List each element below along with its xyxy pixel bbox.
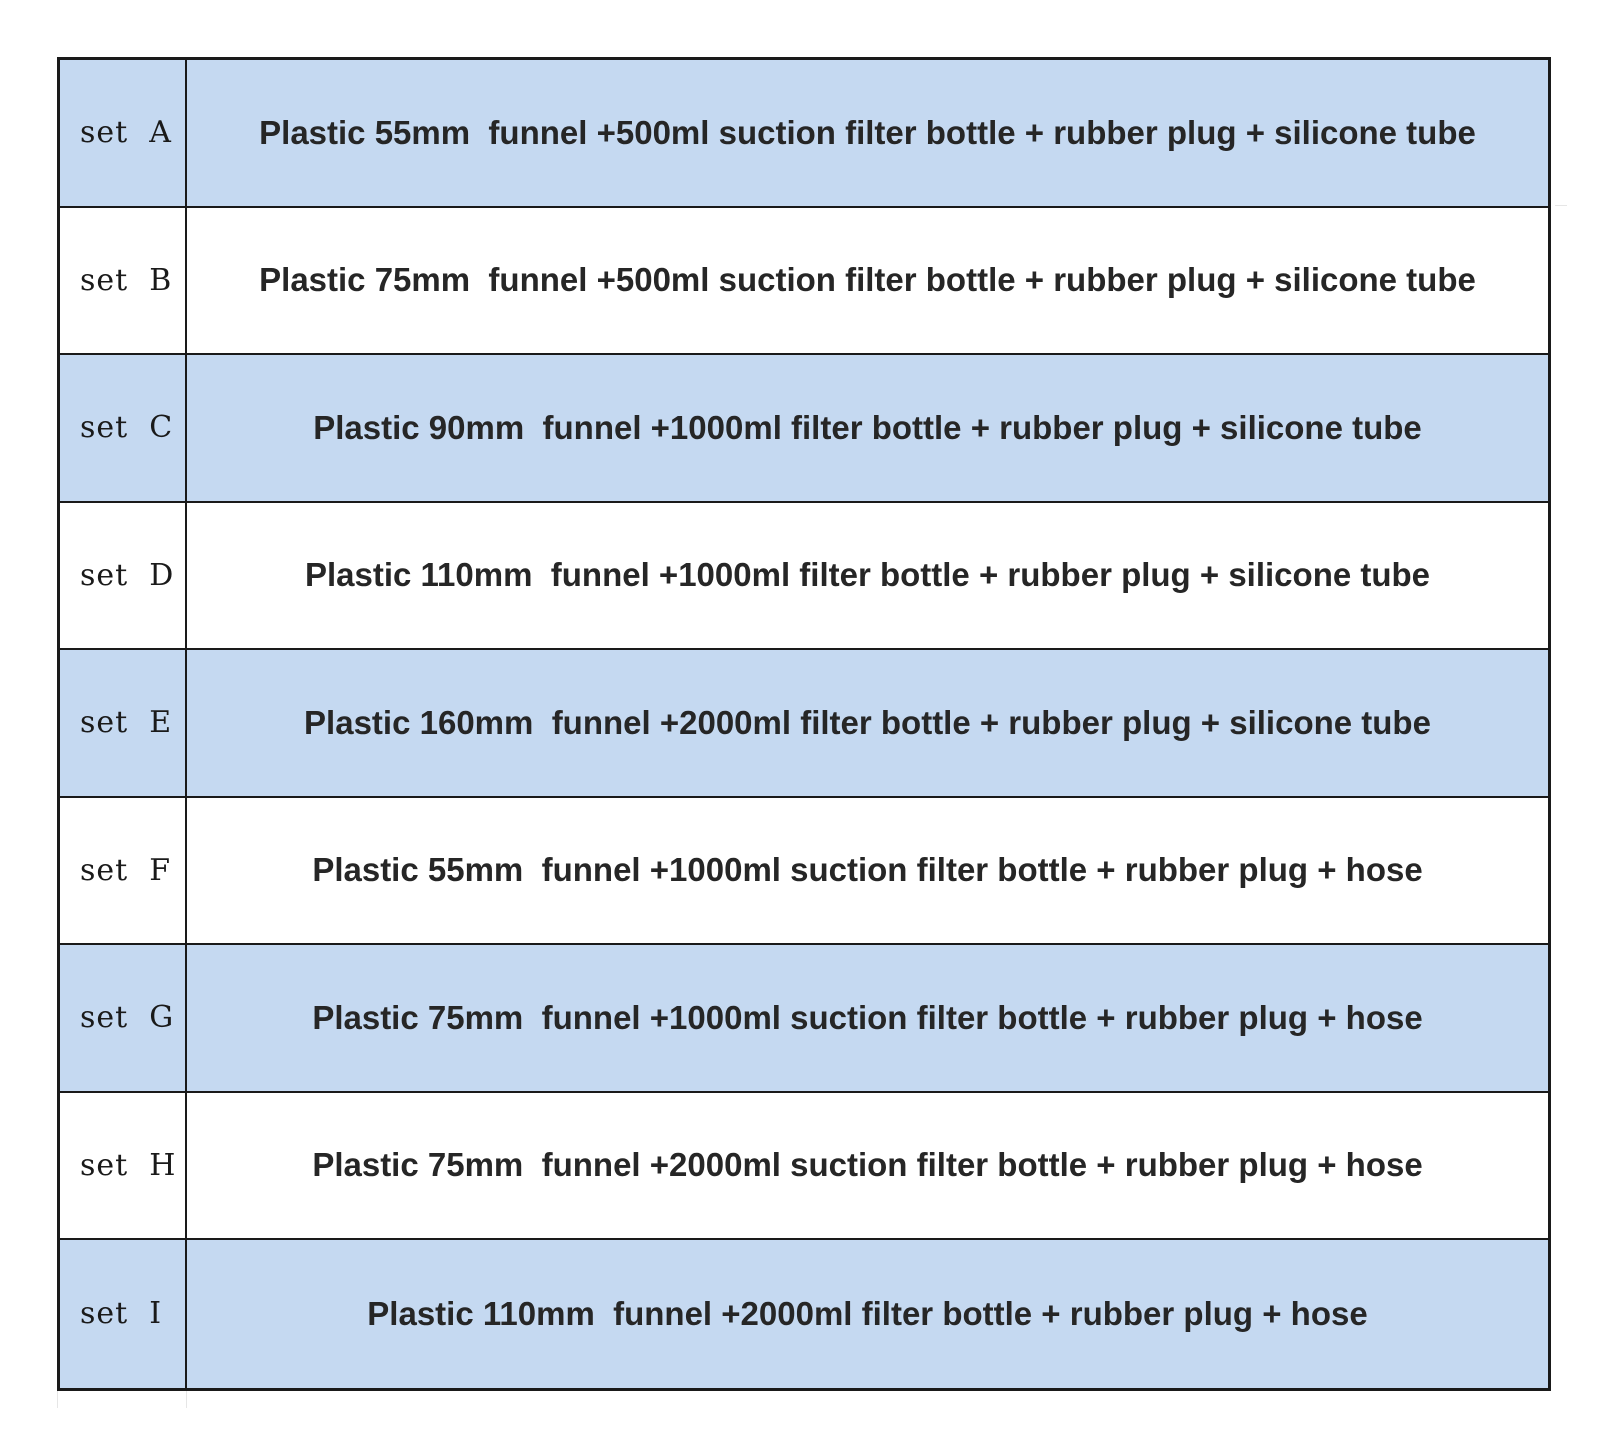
- set-description: Plastic 75mm funnel +500ml suction filter bottle + rubber plug + silicone tube: [259, 261, 1476, 299]
- set-label: set A: [60, 60, 187, 206]
- set-label: set E: [60, 650, 187, 796]
- set-label: set F: [60, 798, 187, 944]
- table-row-set-e: [60, 650, 1548, 798]
- set-description: Plastic 90mm funnel +1000ml filter bottle + rubber plug + silicone tube: [313, 408, 1422, 446]
- table-row-set-d: [60, 503, 1548, 651]
- table-row-set-f: [60, 798, 1548, 946]
- set-label: set C: [60, 355, 187, 501]
- table-row-set-b: [60, 208, 1548, 356]
- table-row-set-i: [60, 1240, 1548, 1388]
- set-description: Plastic 75mm funnel +1000ml suction filter bottle + rubber plug + hose: [312, 998, 1423, 1036]
- grid-line-left: [57, 1388, 58, 1408]
- set-description: Plastic 110mm funnel +1000ml filter bottle + rubber plug + silicone tube: [304, 556, 1431, 594]
- set-description: Plastic 75mm funnel +2000ml suction filter bottle + rubber plug + hose: [312, 1146, 1423, 1184]
- set-description: Plastic 160mm funnel +2000ml filter bottle + rubber plug + silicone tube: [304, 703, 1431, 741]
- product-sets-table: [57, 57, 1551, 1391]
- set-description: Plastic 55mm funnel +1000ml suction filter bottle + rubber plug + hose: [312, 851, 1423, 889]
- grid-line-divider: [186, 1388, 187, 1408]
- set-label: set G: [60, 945, 187, 1091]
- table-row-set-a: [60, 60, 1548, 208]
- set-description: Plastic 55mm funnel +500ml suction filter bottle + rubber plug + silicone tube: [259, 113, 1476, 151]
- set-label: set D: [60, 503, 187, 649]
- table-row-set-h: [60, 1093, 1548, 1241]
- table-row-set-g: [60, 945, 1548, 1093]
- table-row-set-c: [60, 355, 1548, 503]
- set-description: Plastic 110mm funnel +2000ml filter bottle + rubber plug + hose: [367, 1294, 1368, 1332]
- set-label: set B: [60, 208, 187, 354]
- set-label: set I: [60, 1240, 187, 1388]
- grid-line-right: [1555, 205, 1567, 206]
- set-label: set H: [60, 1093, 187, 1239]
